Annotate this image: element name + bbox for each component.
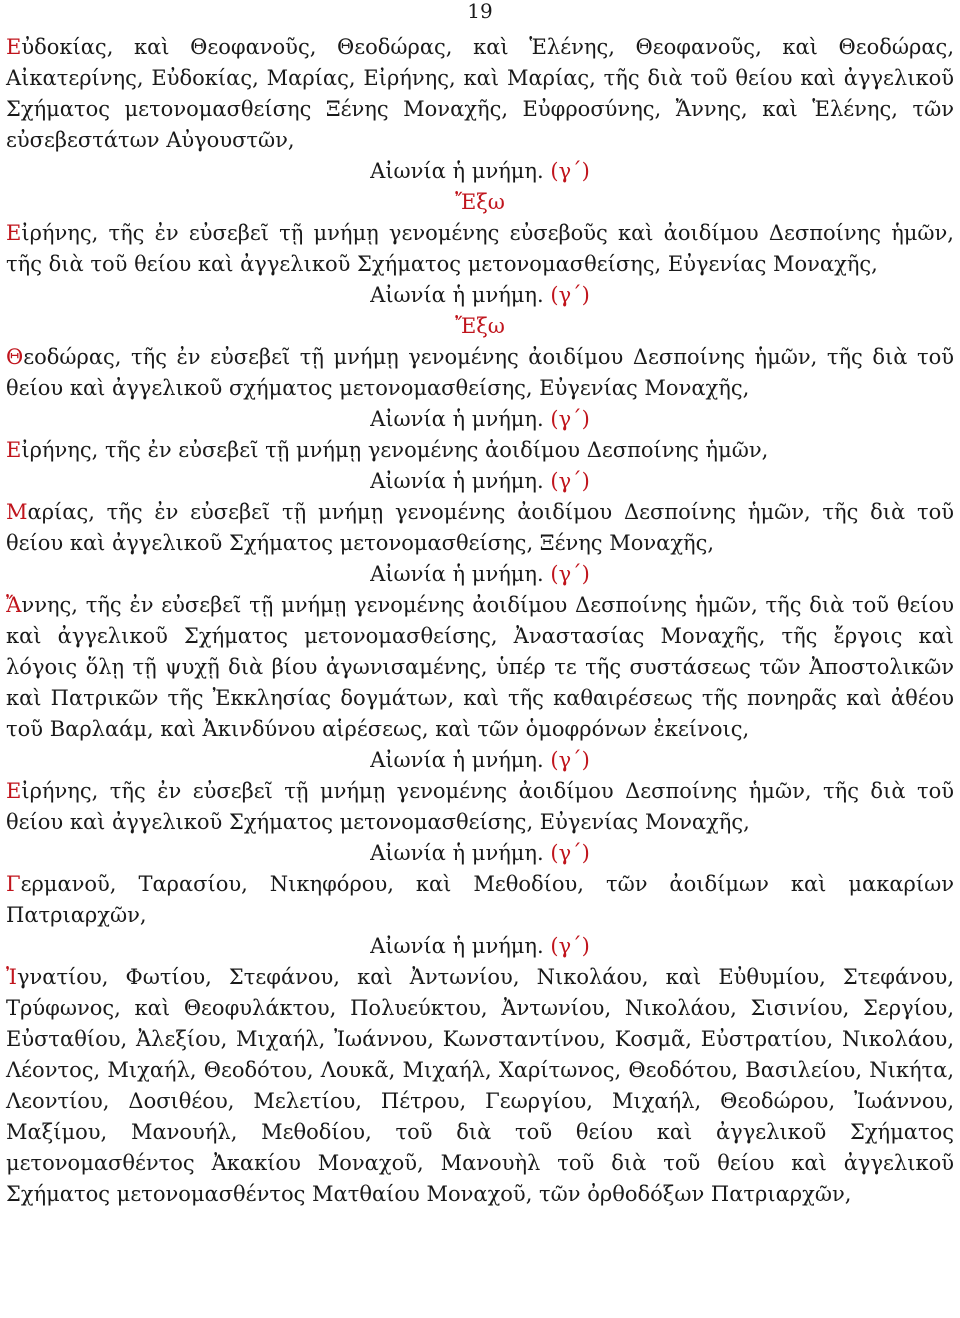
commemoration-paragraph [6,32,954,156]
commemoration-paragraph [6,435,954,466]
red-initial-letter: Μ [6,500,28,524]
refrain-line [6,838,954,869]
refrain-text: Αἰωνία ἡ μνήμη. [370,748,544,772]
red-initial-letter: Θ [6,345,24,369]
page-number: 19 [467,0,493,23]
paragraph-text: ἰρήνης, τῆς ἐν εὐσεβεῖ τῇ μνήμῃ γενομένης ἀοιδίμου Δεσποίνης ἡμῶν, τῆς διὰ τοῦ θείου καὶ ἀγγελικοῦ Σχήματος μετονομασθείσης, Εὐγενίας Μοναχῆς, [6,779,954,834]
refrain-text: Αἰωνία ἡ μνήμη. [370,283,544,307]
commemoration-paragraph [6,218,954,280]
repeat-mark: (γ΄) [550,407,590,431]
commemoration-paragraph [6,590,954,745]
refrain-text: Αἰωνία ἡ μνήμη. [370,407,544,431]
paragraph-text: ννης, τῆς ἐν εὐσεβεῖ τῇ μνήμῃ γενομένης ἀοιδίμου Δεσποίνης ἡμῶν, τῆς διὰ τοῦ θείου καὶ ἀγγελικοῦ Σχήματος μετονομασθείσης, Ἀναστασίας Μοναχῆς, τῆς ἔργοις καὶ λόγοις ὅλῃ τῇ ψυχῇ διὰ βίου ἀγωνισαμένης, ὑπέρ τε τῆς συστάσεως τῶν Ἀποστολικῶν καὶ Πατρικῶν τῆς Ἐκκλησίας δογμάτων, καὶ τῆς καθαιρέσεως τῆς πονηρᾶς καὶ ἀθέου τοῦ Βαρλαάμ, καὶ Ἀκινδύνου αἱρέσεως, καὶ τῶν ὁμοφρόνων ἐκείνοις, [6,593,954,741]
repeat-mark: (γ΄) [550,159,590,183]
red-initial-letter: Ε [6,221,22,245]
repeat-mark: (γ΄) [550,934,590,958]
rubric-exo: Ἔξω [455,314,505,338]
refrain-text: Αἰωνία ἡ μνήμη. [370,159,544,183]
commemoration-paragraph [6,776,954,838]
paragraph-text: αρίας, τῆς ἐν εὐσεβεῖ τῇ μνήμῃ γενομένης ἀοιδίμου Δεσποίνης ἡμῶν, τῆς διὰ τοῦ θείου καὶ ἀγγελικοῦ Σχήματος μετονομασθείσης, Ξένης Μοναχῆς, [6,500,954,555]
refrain-text: Αἰωνία ἡ μνήμη. [370,841,544,865]
document-body [6,32,954,1210]
refrain-text: Αἰωνία ἡ μνήμη. [370,934,544,958]
paragraph-text: ὐδοκίας, καὶ Θεοφανοῦς, Θεοδώρας, καὶ Ἑλένης, Θεοφανοῦς, καὶ Θεοδώρας, Αἰκατερίνης, Εὐδοκίας, Μαρίας, Εἰρήνης, καὶ Μαρίας, τῆς διὰ τοῦ θείου καὶ ἀγγελικοῦ Σχήματος μετονομασθείσης Ξένης Μοναχῆς, Εὐφροσύνης, Ἄννης, καὶ Ἑλένης, τῶν εὐσεβεστάτων Αὐγουστῶν, [6,35,954,152]
commemoration-paragraph [6,962,954,1210]
refrain-text: Αἰωνία ἡ μνήμη. [370,469,544,493]
red-initial-letter: Ε [6,35,22,59]
rubric-exo: Ἔξω [455,190,505,214]
refrain-line [6,745,954,776]
repeat-mark: (γ΄) [550,748,590,772]
refrain-line [6,280,954,311]
refrain-text: Αἰωνία ἡ μνήμη. [370,562,544,586]
red-initial-letter: Ε [6,779,22,803]
red-initial-letter: Ε [6,438,22,462]
repeat-mark: (γ΄) [550,469,590,493]
commemoration-paragraph [6,869,954,931]
repeat-mark: (γ΄) [550,283,590,307]
red-initial-letter: Ἰ [6,965,17,989]
refrain-line [6,559,954,590]
commemoration-paragraph [6,342,954,404]
red-initial-letter: Γ [6,872,21,896]
commemoration-paragraph [6,497,954,559]
refrain-line [6,404,954,435]
paragraph-text: ερμανοῦ, Ταρασίου, Νικηφόρου, καὶ Μεθοδίου, τῶν ἀοιδίμων καὶ μακαρίων Πατριαρχῶν, [6,872,954,927]
red-initial-letter: Ἄ [6,593,22,617]
paragraph-text: ἰρήνης, τῆς ἐν εὐσεβεῖ τῇ μνήμῃ γενομένης ἀοιδίμου Δεσποίνης ἡμῶν, [21,438,769,462]
refrain-line [6,156,954,187]
repeat-mark: (γ΄) [550,562,590,586]
refrain-line [6,466,954,497]
paragraph-text: εοδώρας, τῆς ἐν εὐσεβεῖ τῇ μνήμῃ γενομένης ἀοιδίμου Δεσποίνης ἡμῶν, τῆς διὰ τοῦ θείου καὶ ἀγγελικοῦ σχήματος μετονομασθείσης, Εὐγενίας Μοναχῆς, [6,345,954,400]
paragraph-text: ἰρήνης, τῆς ἐν εὐσεβεῖ τῇ μνήμῃ γενομένης εὐσεβοῦς καὶ ἀοιδίμου Δεσποίνης ἡμῶν, τῆς διὰ τοῦ θείου καὶ ἀγγελικοῦ Σχήματος μετονομασθείσης, Εὐγενίας Μοναχῆς, [6,221,954,276]
refrain-line [6,931,954,962]
paragraph-text: γνατίου, Φωτίου, Στεφάνου, καὶ Ἀντωνίου, Νικολάου, καὶ Εὐθυμίου, Στεφάνου, Τρύφωνος, καὶ Θεοφυλάκτου, Πολυεύκτου, Ἀντωνίου, Νικολάου, Σισινίου, Σεργίου, Εὐσταθίου, Ἀλεξίου, Μιχαήλ, Ἰωάννου, Κωνσταντίνου, Κοσμᾶ, Εὐστρατίου, Νικολάου, Λέοντος, Μιχαήλ, Θεοδότου, Λουκᾶ, Μιχαήλ, Χαρίτωνος, Θεοδότου, Βασιλείου, Νικήτα, Λεοντίου, Δοσιθέου, Μελετίου, Πέτρου, Γεωργίου, Μιχαήλ, Θεοδώρου, Ἰωάννου, Μαξίμου, Μανουήλ, Μεθοδίου, τοῦ διὰ τοῦ θείου καὶ ἀγγελικοῦ Σχήματος μετονομασθέντος Ἀκακίου Μοναχοῦ, Μανουὴλ τοῦ διὰ τοῦ θείου καὶ ἀγγελικοῦ Σχήματος μετονομασθέντος Ματθαίου Μοναχοῦ, τῶν ὀρθοδόξων Πατριαρχῶν, [6,965,954,1206]
repeat-mark: (γ΄) [550,841,590,865]
